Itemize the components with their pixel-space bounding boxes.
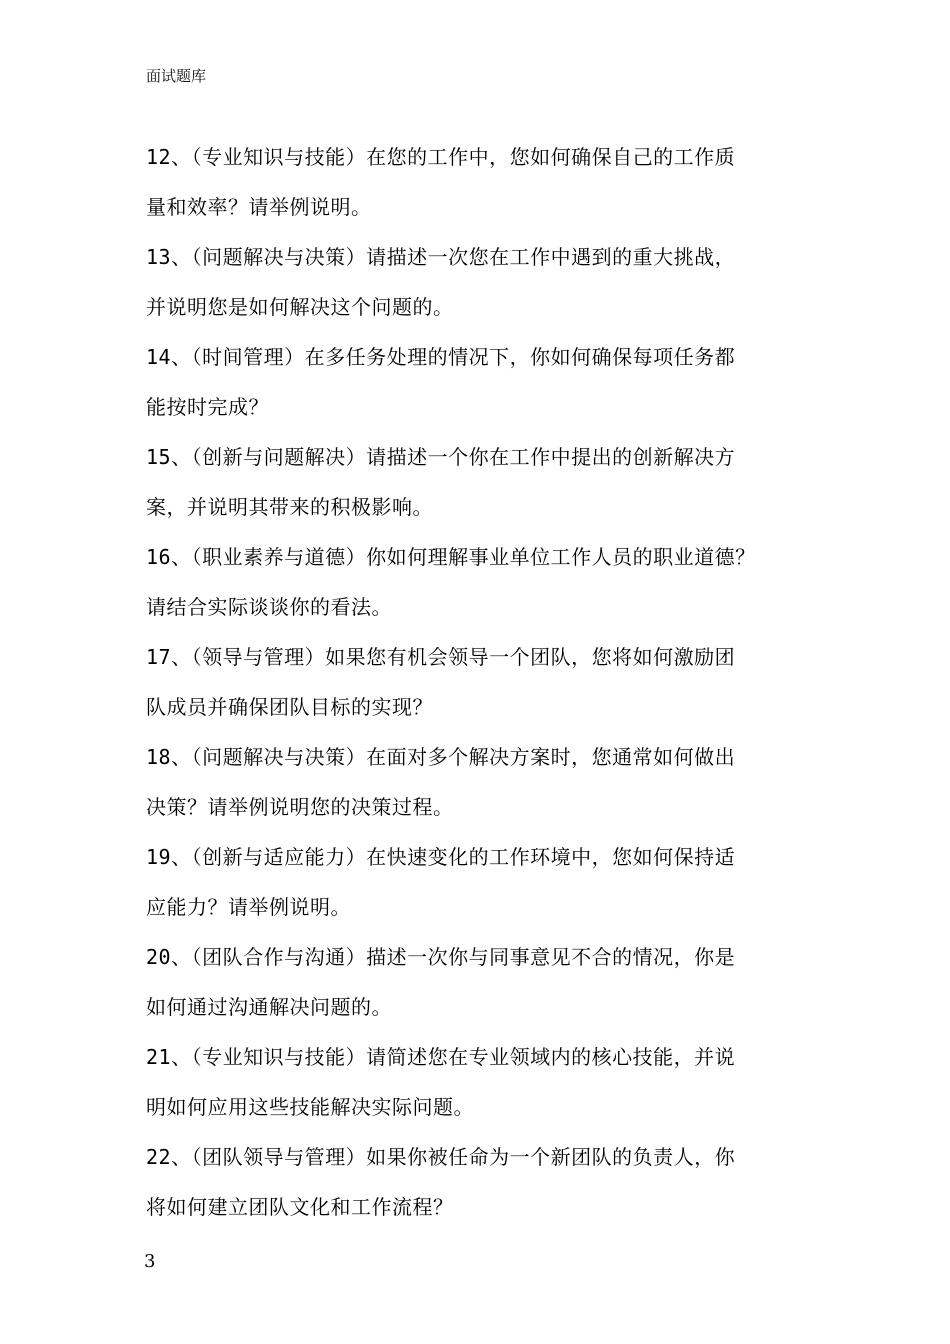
question-line: 20、（团队合作与沟通）描述一次你与同事意见不合的情况，你是 — [146, 945, 736, 969]
question-line: 21、（专业知识与技能）请简述您在专业领域内的核心技能，并说 — [146, 1045, 736, 1069]
question-line: 如何通过沟通解决问题的。 — [146, 995, 392, 1019]
question-18 — [146, 732, 836, 832]
question-line: 能按时完成？ — [146, 395, 269, 419]
question-22 — [146, 1132, 836, 1232]
question-13 — [146, 232, 836, 332]
question-line: 13、（问题解决与决策）请描述一次您在工作中遇到的重大挑战， — [146, 245, 736, 269]
question-12 — [146, 132, 836, 232]
question-line: 18、（问题解决与决策）在面对多个解决方案时，您通常如何做出 — [146, 745, 736, 769]
question-16 — [146, 532, 836, 632]
question-line: 决策？请举例说明您的决策过程。 — [146, 795, 454, 819]
question-line: 19、（创新与适应能力）在快速变化的工作环境中，您如何保持适 — [146, 845, 736, 869]
question-list — [146, 132, 836, 1232]
question-line: 22、（团队领导与管理）如果你被任命为一个新团队的负责人，你 — [146, 1145, 736, 1169]
question-line: 队成员并确保团队目标的实现？ — [146, 695, 433, 719]
question-line: 16、（职业素养与道德）你如何理解事业单位工作人员的职业道德？ — [146, 545, 756, 569]
question-line: 14、（时间管理）在多任务处理的情况下，你如何确保每项任务都 — [146, 345, 736, 369]
question-line: 请结合实际谈谈你的看法。 — [146, 595, 392, 619]
question-line: 案，并说明其带来的积极影响。 — [146, 495, 433, 519]
question-14 — [146, 332, 836, 432]
question-line: 17、（领导与管理）如果您有机会领导一个团队，您将如何激励团 — [146, 645, 736, 669]
question-line: 应能力？请举例说明。 — [146, 895, 351, 919]
question-20 — [146, 932, 836, 1032]
question-21 — [146, 1032, 836, 1132]
question-line: 15、（创新与问题解决）请描述一个你在工作中提出的创新解决方 — [146, 445, 736, 469]
question-17 — [146, 632, 836, 732]
question-19 — [146, 832, 836, 932]
question-line: 并说明您是如何解决这个问题的。 — [146, 295, 454, 319]
page-header: 面试题库 — [146, 67, 207, 85]
question-line: 12、（专业知识与技能）在您的工作中，您如何确保自己的工作质 — [146, 145, 736, 169]
question-line: 量和效率？请举例说明。 — [146, 195, 372, 219]
question-15 — [146, 432, 836, 532]
question-line: 将如何建立团队文化和工作流程？ — [146, 1195, 454, 1219]
question-line: 明如何应用这些技能解决实际问题。 — [146, 1095, 474, 1119]
page-number: 3 — [144, 1251, 156, 1272]
